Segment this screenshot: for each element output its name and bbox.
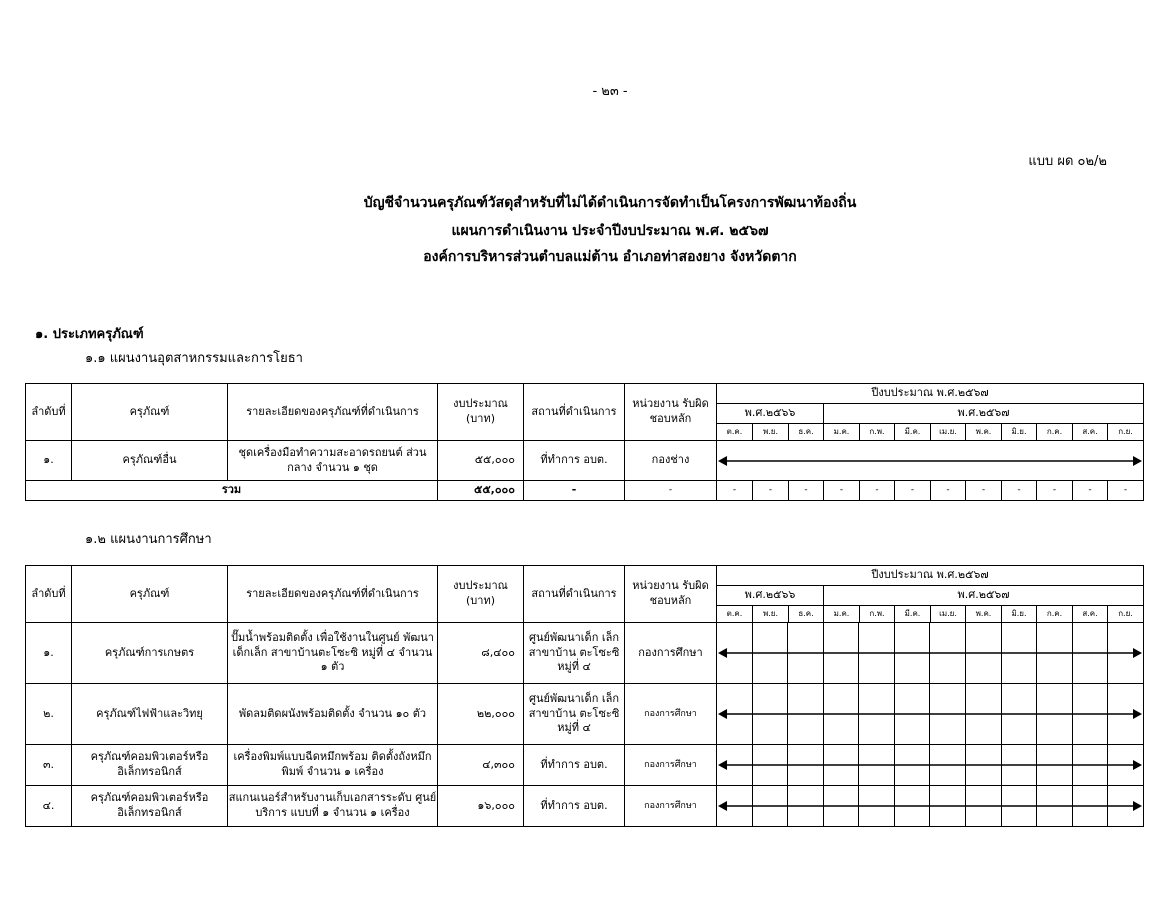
row-no: ๔.	[26, 786, 72, 827]
header-location: สถานที่ดำเนินการ	[524, 384, 625, 441]
row-location: ที่ทำการ อบต.	[524, 786, 625, 827]
header-budget: งบประมาณ (บาท)	[438, 384, 524, 441]
timeline-cell	[717, 684, 1144, 745]
header-no: ลำดับที่	[26, 384, 72, 441]
row-budget: ๒๒,๐๐๐	[438, 684, 524, 745]
total-budget: ๕๕,๐๐๐	[438, 481, 524, 501]
row-no: ๓.	[26, 745, 72, 786]
timeline-arrow-icon	[717, 455, 1143, 467]
row-budget: ๑๖,๐๐๐	[438, 786, 524, 827]
month-jun: มิ.ย.	[1002, 424, 1037, 441]
row-location: ศูนย์พัฒนาเด็ก เล็ก สาขาบ้าน ตะโซะซิ หมู่ที่ ๔	[524, 623, 625, 684]
timeline-cell	[717, 745, 1144, 786]
document-title-line-2: แผนการดำเนินงาน ประจำปีงบประมาณ พ.ศ. ๒๕๖๗	[451, 223, 769, 239]
table-row	[26, 684, 1144, 745]
total-row	[26, 481, 1144, 501]
month-oct: ต.ค.	[717, 606, 753, 623]
row-location: ศูนย์พัฒนาเด็ก เล็ก สาขาบ้าน ตะโซะซิ หมู่ที่ ๔	[524, 684, 625, 745]
header-item: ครุภัณฑ์	[72, 566, 228, 623]
header-budget: งบประมาณ (บาท)	[438, 566, 524, 623]
plan1-title: ๑.๑ แผนงานอุตสาหกรรมและการโยธา	[85, 351, 303, 366]
header-detail: รายละเอียดของครุภัณฑ์ที่ดำเนินการ	[228, 566, 438, 623]
total-month: -	[1002, 481, 1037, 501]
total-month: -	[824, 481, 860, 501]
row-budget: ๘,๔๐๐	[438, 623, 524, 684]
month-aug: ส.ค.	[1073, 424, 1108, 441]
total-month: -	[1073, 481, 1108, 501]
form-code: แบบ ผด ๐๒/๒	[1028, 154, 1107, 169]
page-number: - ๒๓ -	[592, 84, 628, 99]
month-oct: ต.ค.	[717, 424, 753, 441]
total-month: -	[860, 481, 895, 501]
row-no: ๒.	[26, 684, 72, 745]
month-apr: เม.ย.	[931, 424, 966, 441]
table-row	[26, 745, 1144, 786]
timeline-arrow-icon	[717, 708, 1143, 720]
total-month: -	[931, 481, 966, 501]
month-nov: พ.ย.	[753, 424, 789, 441]
row-location: ที่ทำการ อบต.	[524, 441, 625, 481]
timeline-arrow-icon	[717, 759, 1143, 771]
header-fiscal-year: ปีงบประมาณ พ.ศ.๒๕๖๗	[717, 384, 1144, 404]
row-detail: ชุดเครื่องมือทำความสะอาดรถยนต์ ส่วนกลาง จำนวน ๑ ชุด	[228, 441, 438, 481]
timeline-arrow-icon	[717, 647, 1143, 659]
header-year-curr: พ.ศ.๒๕๖๗	[824, 586, 1144, 606]
row-no: ๑.	[26, 623, 72, 684]
header-no: ลำดับที่	[26, 566, 72, 623]
row-unit: กองช่าง	[625, 441, 717, 481]
row-item: ครุภัณฑ์คอมพิวเตอร์หรือ อิเล็กทรอนิกส์	[72, 745, 228, 786]
table-row	[26, 786, 1144, 827]
timeline-cell	[717, 786, 1144, 827]
month-mar: มี.ค.	[895, 424, 931, 441]
timeline-cell	[717, 623, 1144, 684]
timeline-arrow-icon	[717, 800, 1143, 812]
month-jan: ม.ค.	[824, 424, 860, 441]
total-label: รวม	[26, 481, 438, 501]
month-jul: ก.ค.	[1037, 606, 1073, 623]
total-month: -	[1108, 481, 1144, 501]
row-location: ที่ทำการ อบต.	[524, 745, 625, 786]
header-fiscal-year: ปีงบประมาณ พ.ศ.๒๕๖๗	[717, 566, 1144, 586]
total-unit: -	[625, 481, 717, 501]
total-location: -	[524, 481, 625, 501]
total-month: -	[789, 481, 824, 501]
header-year-prev: พ.ศ.๒๕๖๖	[717, 586, 824, 606]
header-year-curr: พ.ศ.๒๕๖๗	[824, 404, 1144, 424]
total-month: -	[753, 481, 789, 501]
month-sep: ก.ย.	[1108, 606, 1144, 623]
month-feb: ก.พ.	[860, 424, 895, 441]
document-title-line-1: บัญชีจำนวนครุภัณฑ์วัสดุสำหรับที่ไม่ได้ดำเนินการจัดทำเป็นโครงการพัฒนาท้องถิ่น	[363, 195, 857, 211]
month-dec: ธ.ค.	[789, 424, 824, 441]
total-month: -	[1037, 481, 1073, 501]
month-jul: ก.ค.	[1037, 424, 1073, 441]
row-unit: กองการศึกษา	[625, 684, 717, 745]
row-detail: เครื่องพิมพ์แบบฉีดหมึกพร้อม ติดตั้งถังหมึกพิมพ์ จำนวน ๑ เครื่อง	[228, 745, 438, 786]
plan2-title: ๑.๒ แผนงานการศึกษา	[85, 532, 212, 547]
row-budget: ๔,๓๐๐	[438, 745, 524, 786]
plan1-table	[25, 383, 1144, 501]
row-item: ครุภัณฑ์อื่น	[72, 441, 228, 481]
month-dec: ธ.ค.	[789, 606, 824, 623]
row-detail: ปั๊มน้ำพร้อมติดตั้ง เพื่อใช้งานในศูนย์ พัฒนาเด็กเล็ก สาขาบ้านตะโซะซิ หมู่ที่ ๔ จำนวน ๑ ตัว	[228, 623, 438, 684]
row-detail: สแกนเนอร์สำหรับงานเก็บเอกสารระดับ ศูนย์บริการ แบบที่ ๑ จำนวน ๑ เครื่อง	[228, 786, 438, 827]
header-item: ครุภัณฑ์	[72, 384, 228, 441]
header-year-prev: พ.ศ.๒๕๖๖	[717, 404, 824, 424]
table-row	[26, 441, 1144, 481]
month-jan: ม.ค.	[824, 606, 860, 623]
total-month: -	[895, 481, 931, 501]
document-title-line-3: องค์การบริหารส่วนตำบลแม่ต้าน อำเภอท่าสองยาง จังหวัดตาก	[423, 249, 797, 265]
month-may: พ.ค.	[966, 606, 1002, 623]
plan2-table	[25, 565, 1144, 827]
table-row	[26, 623, 1144, 684]
total-month: -	[966, 481, 1002, 501]
month-may: พ.ค.	[966, 424, 1002, 441]
timeline-cell	[717, 441, 1144, 481]
month-feb: ก.พ.	[860, 606, 895, 623]
header-unit: หน่วยงาน รับผิดชอบหลัก	[625, 384, 717, 441]
total-month: -	[717, 481, 753, 501]
row-item: ครุภัณฑ์การเกษตร	[72, 623, 228, 684]
month-mar: มี.ค.	[895, 606, 931, 623]
row-item: ครุภัณฑ์ไฟฟ้าและวิทยุ	[72, 684, 228, 745]
month-aug: ส.ค.	[1073, 606, 1108, 623]
row-unit: กองการศึกษา	[625, 623, 717, 684]
month-nov: พ.ย.	[753, 606, 789, 623]
row-unit: กองการศึกษา	[625, 745, 717, 786]
month-sep: ก.ย.	[1108, 424, 1144, 441]
row-budget: ๕๕,๐๐๐	[438, 441, 524, 481]
row-item: ครุภัณฑ์คอมพิวเตอร์หรือ อิเล็กทรอนิกส์	[72, 786, 228, 827]
section-title: ๑. ประเภทครุภัณฑ์	[35, 327, 144, 342]
header-unit: หน่วยงาน รับผิดชอบหลัก	[625, 566, 717, 623]
header-detail: รายละเอียดของครุภัณฑ์ที่ดำเนินการ	[228, 384, 438, 441]
header-location: สถานที่ดำเนินการ	[524, 566, 625, 623]
row-detail: พัดลมติดผนังพร้อมติดตั้ง จำนวน ๑๐ ตัว	[228, 684, 438, 745]
row-no: ๑.	[26, 441, 72, 481]
row-unit: กองการศึกษา	[625, 786, 717, 827]
month-apr: เม.ย.	[931, 606, 966, 623]
month-jun: มิ.ย.	[1002, 606, 1037, 623]
